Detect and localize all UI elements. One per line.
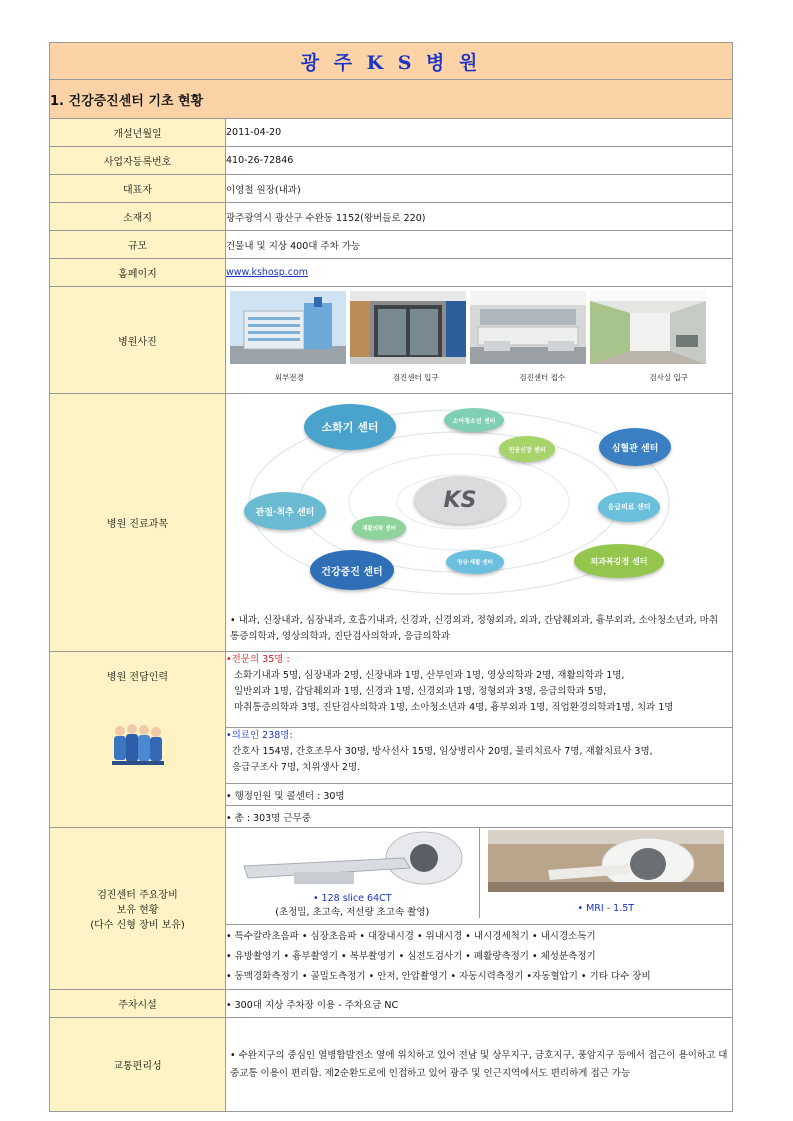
doctors-line-1: 소화기내과 5명, 심장내과 2명, 신장내과 1명, 산부인과 1명, 영상의학과 2명, 재활의학과 1명,: [234, 670, 625, 681]
ct-description: (초정밀, 초고속, 저선량 초고속 촬영): [275, 907, 430, 918]
parking-value: • 300대 지상 주차장 이용 - 주차요금 NC: [226, 990, 733, 1018]
photos-cell: [226, 287, 733, 394]
equipment-list-cell: [226, 925, 733, 990]
equipment-images-cell: [226, 828, 733, 925]
departments-cell: [226, 394, 733, 652]
photo-caption-2: 검진센터 입구: [392, 373, 439, 382]
doctors-heading: •전문의 35명 :: [226, 654, 290, 665]
photo-caption-1: 외부전경: [274, 373, 304, 382]
departments-label: 병원 진료과목: [50, 394, 226, 652]
doctors-cell: [226, 652, 733, 728]
homepage-label: 홈페이지: [50, 259, 226, 287]
staff-label-cell: [50, 652, 226, 828]
exterior-photo: [230, 291, 346, 364]
mri-image: [488, 830, 724, 892]
equipment-label-2: 보유 현황: [116, 905, 159, 916]
bizno-label: 사업자등록번호: [50, 147, 226, 175]
medical-heading: •의료인 238명:: [226, 730, 293, 741]
bubble-health-promotion: 건강증진 센터: [310, 550, 394, 590]
founded-value: 2011-04-20: [226, 119, 733, 147]
transport-value: • 수완지구의 중심인 열병합발전소 옆에 위치하고 있어 전남 및 상무지구, 금호지구, 풍암지구 등에서 접근이 용이하고 대중교통 이용이 편리함. 제2순환도로에 인접하고 있어 광주 및 인근지역에서도 편리하게 접근 가능: [226, 1018, 733, 1112]
founded-label: 개설년월일: [50, 119, 226, 147]
doctors-line-3: 마취통증의학과 3명, 진단검사의학과 1명, 소아청소년과 4명, 흉부외과 1명, 직업환경의학과1명, 치과 1명: [234, 702, 674, 713]
medical-line-2: 응급구조사 7명, 치위생사 2명.: [232, 762, 361, 773]
scale-label: 규모: [50, 231, 226, 259]
bubble-dialysis: 인공신장 센터: [499, 436, 555, 462]
medical-staff-cell: [226, 728, 733, 784]
ct-name: • 128 slice 64CT: [312, 893, 392, 904]
transport-label: 교통편리성: [50, 1018, 226, 1112]
checkup-reception-photo: [470, 291, 586, 364]
address-label: 소재지: [50, 203, 226, 231]
bubble-emergency: 응급의료 센터: [598, 492, 660, 522]
page-title: 광 주 K S 병 원: [300, 51, 482, 74]
bubble-joint-spine: 관절·척추 센터: [244, 492, 326, 530]
section-heading: 1. 건강증진센터 기초 현황: [50, 80, 733, 119]
bubble-laparoscopy: 외과복강경 센터: [574, 544, 664, 578]
equipment-list-1: • 특수칼라초음파 • 심장초음파 • 대장내시경 • 위내시경 • 내시경세척기 • 내시경소독기: [226, 931, 596, 942]
ct-scanner-image: [234, 828, 470, 890]
ceo-label: 대표자: [50, 175, 226, 203]
equipment-label-cell: [50, 828, 226, 990]
address-value: 광주광역시 광산구 수완동 1152(왕버들로 220): [226, 203, 733, 231]
title-cell: [50, 43, 733, 80]
department-diagram: [234, 404, 674, 609]
bubble-digestive: 소화기 센터: [304, 404, 396, 450]
bubble-pediatric: 소아청소년 센터: [444, 408, 504, 432]
doctors-line-2: 일반외과 1명, 갑담췌외과 1명, 신경과 1명, 신경외과 1명, 정형외과 3명, 응급의학과 5명,: [234, 686, 607, 697]
hospital-info-table: [49, 42, 733, 1112]
mri-name: • MRI - 1.5T: [577, 903, 635, 914]
ceo-value: 이영철 원장(내과): [226, 175, 733, 203]
admin-staff: • 행정인원 및 콜센터 : 30명: [226, 784, 733, 806]
medical-line-1: 간호사 154명, 간호조무사 30명, 방사선사 15명, 임상병리사 20명, 물리치료사 7명, 재활치료사 3명,: [232, 746, 653, 757]
bubble-imaging: 영상·재활 센터: [446, 550, 504, 574]
exam-room-entrance-photo: [590, 291, 706, 364]
bizno-value: 410-26-72846: [226, 147, 733, 175]
parking-label: 주차시설: [50, 990, 226, 1018]
department-list: • 내과, 신장내과, 심장내과, 호흡기내과, 신경과, 신경외과, 정형외과, 외과, 간담췌외과, 흉부외과, 소아청소년과, 마취통증의학과, 영상의학과, 진단검사의학과, 응급의학과: [230, 615, 719, 642]
homepage-link[interactable]: www.kshosp.com: [226, 267, 309, 278]
photo-caption-4: 검사실 입구: [649, 373, 689, 382]
photo-caption-3: 검진센터 접수: [519, 373, 566, 382]
bubble-cardio: 심혈관 센터: [599, 428, 671, 466]
staff-label: 병원 전담인력: [106, 672, 169, 683]
equipment-label-1: 검진센터 주요장비: [97, 890, 178, 901]
doctors-illustration: [108, 721, 168, 769]
equipment-label-3: (다수 신형 장비 보유): [90, 920, 185, 931]
scale-value: 건물내 및 지상 400대 주차 가능: [226, 231, 733, 259]
equipment-list-2: • 유방촬영기 • 흉부촬영기 • 복부촬영기 • 심전도검사기 • 폐활량측정기 • 체성분측정기: [226, 951, 596, 962]
equipment-list-3: • 동맥경화측정기 • 골밀도측정기 • 안저, 안압촬영기 • 자동시력측정기 •자동혈압기 • 기타 다수 장비: [226, 971, 651, 982]
checkup-entrance-photo: [350, 291, 466, 364]
ks-logo: KS: [414, 476, 506, 524]
document: [49, 42, 732, 1112]
photos-label: 병원사진: [50, 287, 226, 394]
bubble-rehab: 재활의학 센터: [352, 516, 406, 540]
staff-total: • 총 : 303명 근무중: [226, 806, 733, 828]
